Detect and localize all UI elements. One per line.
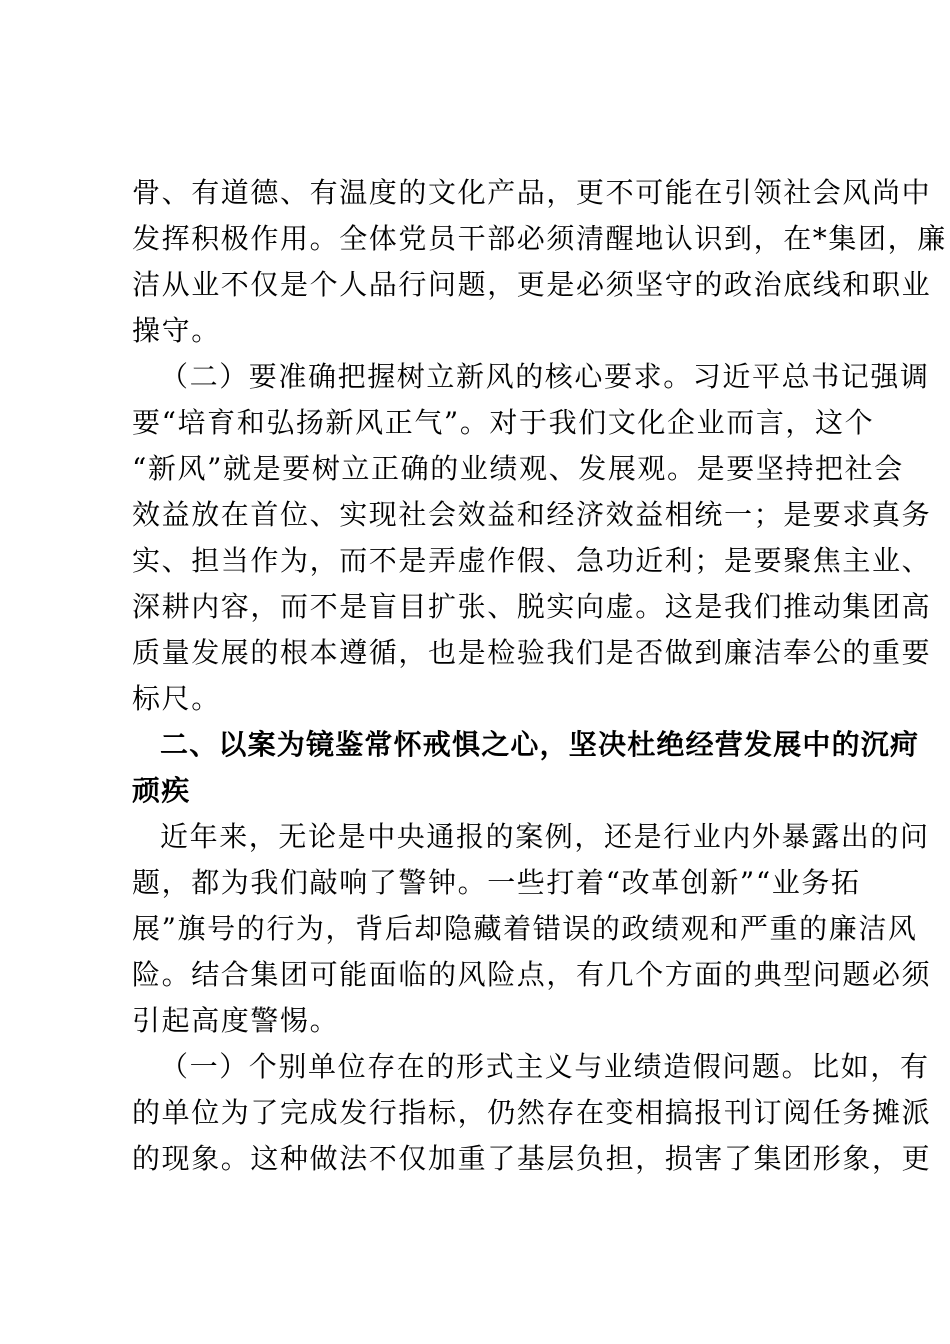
text-line-content: “新风”就是要树立正确的业绩观、发展观。是要坚持把社会 [132, 452, 904, 485]
text-line-content: 险。结合集团可能面临的风险点，有几个方面的典型问题必须 [132, 958, 932, 991]
text-line-content: 题，都为我们敲响了警钟。一些打着“改革创新”“业务拓 [132, 866, 861, 899]
text-line-content: 操守。 [132, 314, 221, 347]
text-line-content: 质量发展的根本遵循，也是检验我们是否做到廉洁奉公的重要 [132, 636, 932, 669]
text-line-content: 要“培育和弘扬新风正气”。对于我们文化企业而言，这个 [132, 406, 875, 439]
text-line-content: 的单位为了完成发行指标，仍然存在变相搞报刊订阅任务摊派 [132, 1096, 932, 1129]
text-line-content: 洁从业不仅是个人品行问题，更是必须坚守的政治底线和职业 [132, 268, 932, 301]
text-line-content: 标尺。 [132, 682, 221, 715]
text-line-content: 发挥积极作用。全体党员干部必须清醒地认识到，在*集团，廉 [132, 222, 947, 255]
heading-line-content: 二、以案为镜鉴常怀戒惧之心，坚决杜绝经营发展中的沉疴 [160, 728, 920, 761]
text-line-content: 的现象。这种做法不仅加重了基层负担，损害了集团形象，更 [132, 1142, 932, 1175]
text-line-content: 实、担当作为，而不是弄虚作假、急功近利；是要聚焦主业、 [132, 544, 932, 577]
text-line-content: 展”旗号的行为，背后却隐藏着错误的政绩观和严重的廉洁风 [132, 912, 918, 945]
text-line [0, 1129, 950, 1189]
text-line-content: 骨、有道德、有温度的文化产品，更不可能在引领社会风尚中 [132, 176, 932, 209]
text-line-content: 引起高度警惕。 [132, 1004, 340, 1037]
text-line-content: 近年来，无论是中央通报的案例，还是行业内外暴露出的问 [160, 820, 930, 853]
text-line-content: 深耕内容，而不是盲目扩张、脱实向虚。这是我们推动集团高 [132, 590, 932, 623]
text-line-content: （一）个别单位存在的形式主义与业绩造假问题。比如，有 [160, 1050, 930, 1083]
text-line-content: 效益放在首位、实现社会效益和经济效益相统一；是要求真务 [132, 498, 932, 531]
text-line-content: （二）要准确把握树立新风的核心要求。习近平总书记强调 [160, 360, 930, 393]
heading-line-content: 顽疾 [132, 774, 191, 807]
